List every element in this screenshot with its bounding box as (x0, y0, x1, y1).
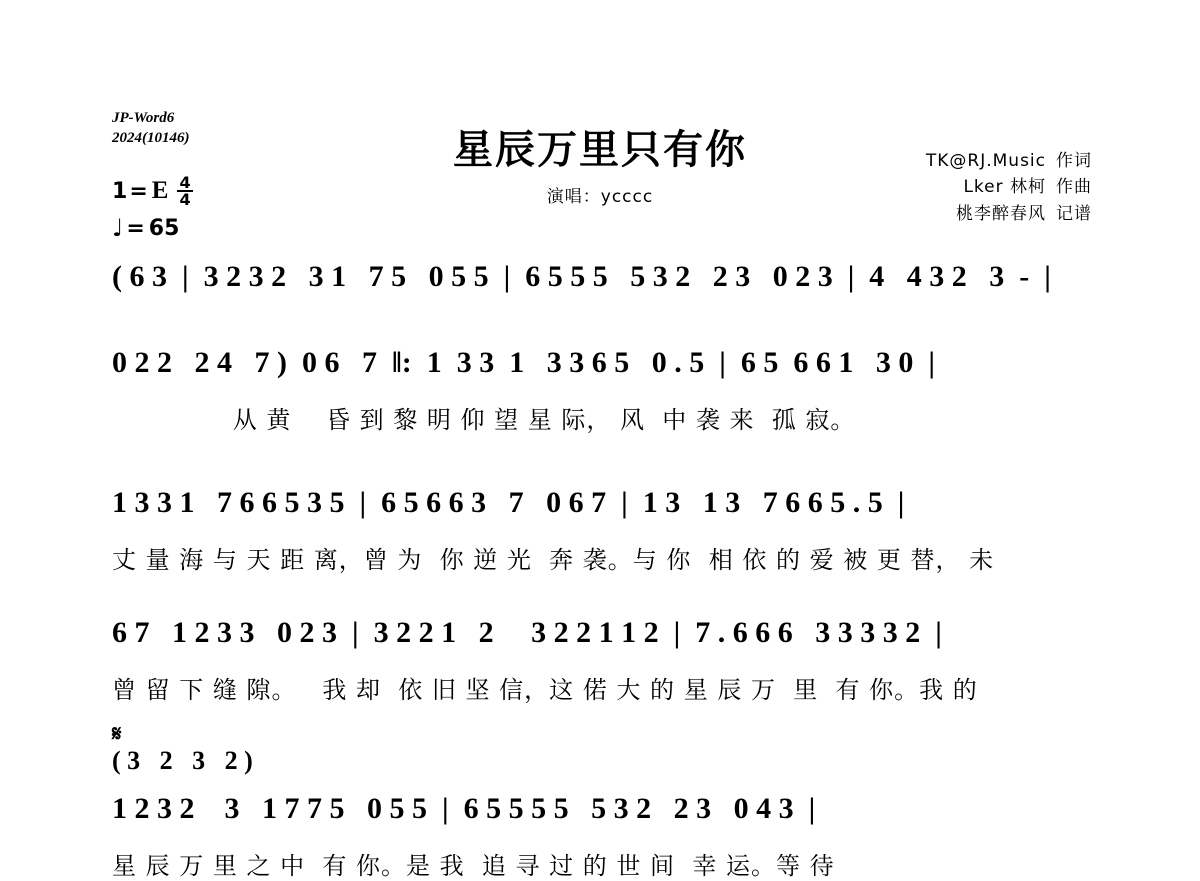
lyrics-line-2: 从 黄 昏 到 黎 明 仰 望 星 际， 风 中 袭 来 孤 寂。 (112, 406, 856, 434)
tempo-equals: = (126, 215, 145, 241)
notes-line-5: 1 2 3 2 3 1 7 7 5 0 5 5 | 6 5 5 5 5 5 3 2 2 3 0 4 3 | (112, 792, 816, 825)
key-signature-block (112, 175, 193, 242)
segno-icon: 𝄋 (112, 722, 122, 747)
credits-block (926, 148, 1092, 227)
singer-label: 演唱：ycccc (546, 187, 654, 207)
notes-line-5-alt: ( 3 2 3 2 ) (112, 746, 253, 775)
credit-composer-role: 作曲 (1056, 177, 1092, 198)
credit-transcriber-name: 桃李醉春风 (956, 203, 1046, 224)
key-equals: = (129, 178, 148, 204)
credit-transcriber (926, 201, 1092, 227)
notes-line-2: 0 2 2 2 4 7 ) 0 6 7 ‖: 1 3 3 1 3 3 6 5 0 . 5 | 6 5 6 6 1 3 0 | (112, 346, 935, 379)
time-signature-top: 4 (179, 173, 191, 192)
key-value: E (151, 177, 169, 205)
notes-line-4: 6 7 1 2 3 3 0 2 3 | 3 2 2 1 2 3 2 2 1 1 2 | 7 . 6 6 6 3 3 3 3 2 | (112, 616, 942, 649)
tempo-marking (112, 214, 193, 242)
credit-composer-name: Lker 林柯 (963, 177, 1046, 198)
score-row-4 (112, 618, 1102, 705)
notes-line-3: 1 3 3 1 7 6 6 5 3 5 | 6 5 6 6 3 7 0 6 7 | 1 3 1 3 7 6 6 5 . 5 | (112, 486, 905, 519)
credit-lyricist (926, 148, 1092, 174)
time-signature-bottom: 4 (179, 190, 191, 210)
score-row-5 (112, 748, 1102, 881)
credit-lyricist-name: TK@RJ.Music (925, 151, 1046, 171)
document-code-line1: JP-Word6 (112, 110, 175, 126)
time-signature (177, 173, 192, 210)
notes-line-1: ( 6 3 | 3 2 3 2 3 1 7 5 0 5 5 | 6 5 5 5 5 3 2 2 3 0 2 3 | 4 4 3 2 3 - | (112, 260, 1051, 293)
lyrics-line-4: 曾 留 下 缝 隙。 我 却 依 旧 坚 信，这 偌 大 的 星 辰 万 里 有 你。我 的 (112, 676, 978, 704)
score-row-2 (112, 348, 1102, 435)
lyrics-line-5: 星 辰 万 里 之 中 有 你。是 我 追 寻 过 的 世 间 幸 运。等 待 (112, 852, 835, 880)
credit-transcriber-role: 记谱 (1056, 203, 1092, 224)
document-code-line2: 2024(10146) (112, 130, 190, 147)
tempo-value: 65 (148, 215, 180, 241)
key-signature (112, 173, 193, 210)
credit-composer (926, 174, 1092, 200)
lyrics-line-3: 丈 量 海 与 天 距 离，曾 为 你 逆 光 奔 袭。与 你 相 依 的 爱 被 更 替， 未 (112, 546, 995, 574)
score-row-3 (112, 488, 1102, 575)
quarter-note-icon: ♩ (112, 214, 124, 243)
key-do-label: 1 (112, 178, 128, 204)
page-title: 星辰万里只有你 (453, 127, 747, 173)
credit-lyricist-role: 作词 (1056, 151, 1092, 171)
score-row-1 (112, 262, 1102, 292)
